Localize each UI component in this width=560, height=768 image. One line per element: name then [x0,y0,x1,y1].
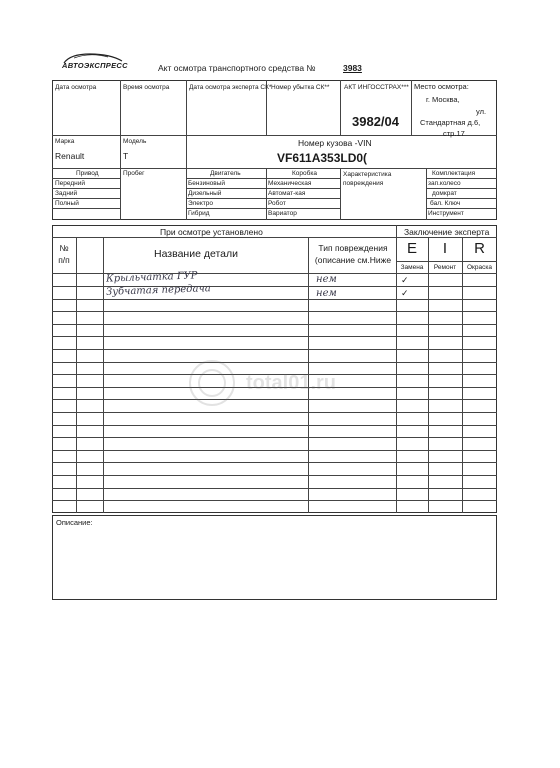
table-row-line [52,437,497,438]
time-label: Время осмотра [123,84,170,91]
table-row-line [52,475,497,476]
logo [60,52,128,70]
row-2-replace-check: ✓ [401,288,409,298]
col-i-header: I [442,240,448,257]
table-row-line [52,450,497,451]
kit-item-wrench: бал. Ключ [430,200,461,207]
ingos-act-label: АКТ ИНГОССТРАХ*** [344,84,409,91]
drive-item-full: Полный [55,200,79,207]
place-line-4: стр.17 [443,129,465,138]
col-name-header: Название детали [154,248,238,260]
place-label: Место осмотра: [414,82,469,91]
date-label: Дата осмотра [55,84,97,91]
gearbox-header: Коробка [292,170,317,177]
description-box [52,515,497,600]
vin-value: VF611A353LD0( [277,151,368,165]
col-e-header: E [406,240,417,257]
table-row-line [52,462,497,463]
row-2-part-name: Зубчатая передача [105,283,211,298]
kit-item-tools: Инструмент [428,210,464,217]
drive-item-rear: Задний [55,190,78,197]
watermark [184,358,384,408]
table-row-line [52,500,497,501]
place-line-3: Стандартная д.6, [420,118,481,127]
ingos-act-value: 3982/04 [352,114,399,129]
mileage-label: Пробег [123,170,145,177]
row-1-part-name: Крыльчатка ГУР [105,270,198,285]
act-number: 3983 [343,63,362,73]
drive-item-front: Передний [55,180,86,187]
make-label: Марка [55,138,75,145]
loss-number-label: Номер убытка СК** [271,84,330,91]
logo-text: АВТОЭКСПРЕСС [62,61,128,70]
col-number-header: № п/п [58,243,70,265]
place-line-2: ул. [476,107,487,116]
col-r-sub: Окраска [467,264,492,271]
model-label: Модель [123,138,147,145]
col-type-header: Тип повреждения (описание см.Ниже [314,243,392,265]
model-value: T [123,151,129,161]
watermark-text: total01.ru [246,372,337,394]
drive-header: Привод [76,170,99,177]
table-row-line [52,425,497,426]
gearbox-item-auto: Автомат-кая [268,190,306,197]
engine-item-petrol: Бензиновый [188,180,226,187]
row-1-replace-check: ✓ [401,275,409,285]
table-row-line [52,324,497,325]
vin-label: Номер кузова -VIN [298,138,372,148]
col-i-sub: Ремонт [433,264,457,271]
table-row-line [52,311,497,312]
gearbox-item-robot: Робот [268,200,286,207]
kit-item-spare-wheel: зап.колесо [428,180,461,187]
table-row-line [52,488,497,489]
watermark-emblem-icon [184,358,240,408]
damage-characteristic-label: Характеристика повреждения [343,171,392,187]
row-1-damage-type: нем [316,274,337,285]
table-row-line [52,412,497,413]
col-r-header: R [474,240,485,257]
expert-date-label: Дата осмотра эксперта СК* [189,84,272,91]
engine-item-diesel: Дизельный [188,190,222,197]
row-2-damage-type: нем [316,288,337,299]
description-label: Описание: [56,518,93,527]
gearbox-item-cvt: Вариатор [268,210,297,217]
engine-header: Двигатель [210,170,241,177]
table-row-line [52,336,497,337]
kit-header: Комплектация [432,170,476,177]
engine-item-electric: Электро [188,200,213,207]
place-line-1: г. Москва, [426,95,460,104]
expert-header: Заключение эксперта [404,227,490,237]
table-row-line [52,299,497,300]
found-header: При осмотре установлено [160,227,263,237]
engine-item-hybrid: Гибрид [188,210,210,217]
table-row-line [52,349,497,350]
kit-item-jack: домкрат [432,190,457,197]
document-title: Акт осмотра транспортного средства № [158,63,316,73]
gearbox-item-manual: Механическая [268,180,312,187]
make-value: Renault [55,151,85,161]
col-e-sub: Замена [400,264,424,271]
